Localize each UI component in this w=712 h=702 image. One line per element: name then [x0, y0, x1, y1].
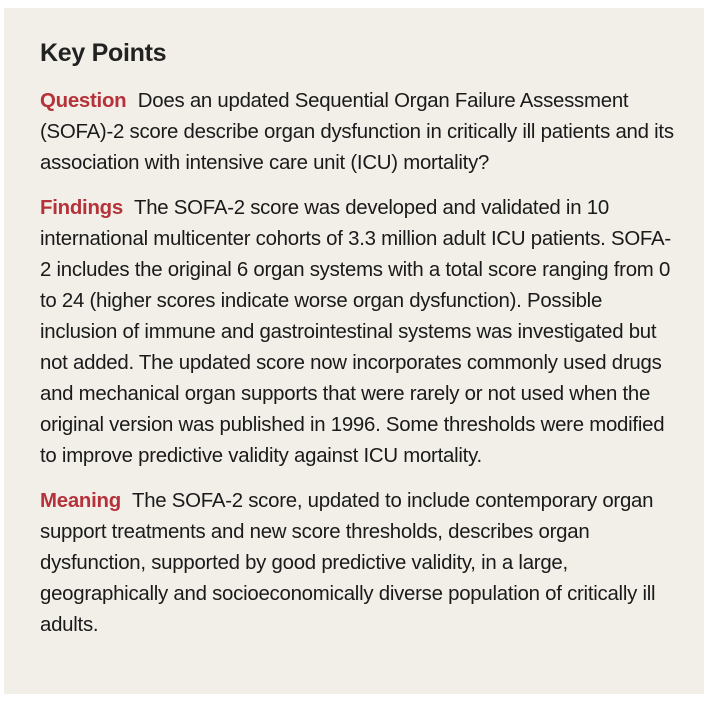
meaning-text: The SOFA-2 score, updated to include contemporary organ support treatments and new score thresholds, describes organ dysfunction, supported by good predictive validity, in a large, geographically and socioeconomically diverse population of critically ill adults. — [40, 490, 656, 636]
key-points-title: Key Points — [40, 39, 167, 67]
key-points-box — [4, 8, 704, 694]
meaning-section — [40, 486, 676, 641]
question-label: Question — [40, 90, 127, 112]
meaning-label: Meaning — [40, 490, 121, 512]
question-text: Does an updated Sequential Organ Failure Assessment (SOFA)-2 score describe organ dysfunction in critically ill patients and its association with intensive care unit (ICU) mortality? — [40, 90, 674, 174]
question-section — [40, 86, 676, 179]
findings-section — [40, 193, 676, 472]
findings-label: Findings — [40, 197, 123, 219]
findings-text: The SOFA-2 score was developed and validated in 10 international multicenter cohorts of 3.3 million adult ICU patients. SOFA-2 includes the original 6 organ systems with a total score ranging from 0 to 24 (higher scores indicate worse organ dysfunction). Possible inclusion of immune and gastrointestinal systems was investigated but not added. The updated score now incorporates commonly used drugs and mechanical organ supports that were rarely or not used when the original version was published in 1996. Some thresholds were modified to improve predictive validity against ICU mortality. — [40, 197, 671, 467]
